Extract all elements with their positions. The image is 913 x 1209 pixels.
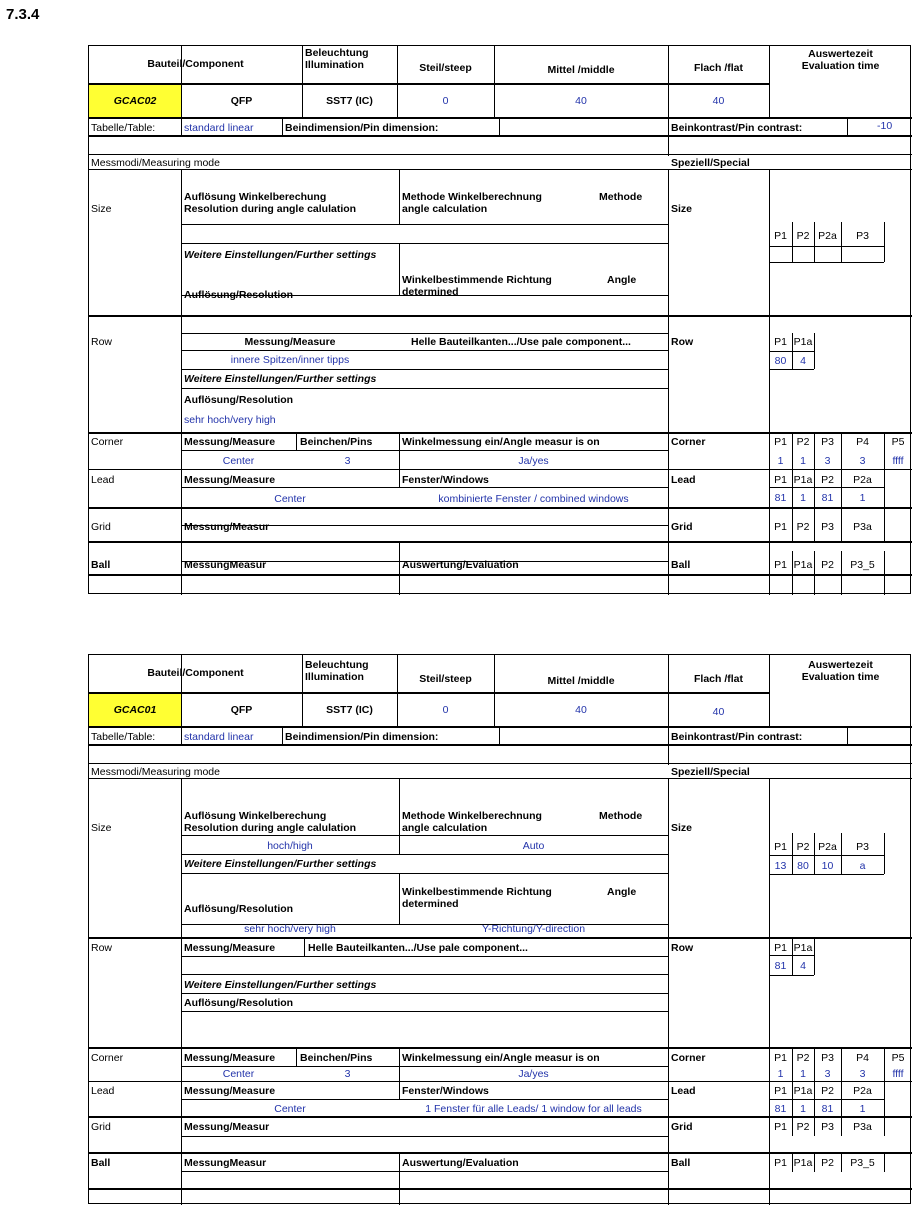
resolution-label: Auflösung/Resolution <box>184 903 294 915</box>
lead-windows-value: kombinierte Fenster / combined windows <box>438 493 629 505</box>
steep-header: Steil/steep <box>419 62 472 74</box>
lead-value-p1: 81 <box>774 492 787 504</box>
corner-angle-value: Ja/yes <box>518 1068 549 1080</box>
lead-value-p2: 81 <box>821 1103 834 1115</box>
ball-param-p1a: P1a <box>793 559 813 571</box>
ball-label: Ball <box>91 1157 111 1169</box>
corner-angle-label: Winkelmessung ein/Angle measur is on <box>402 1052 600 1064</box>
grid-param-p3: P3 <box>821 1121 834 1133</box>
size-method-value: Auto <box>522 840 545 852</box>
ball-param-p2: P2 <box>821 559 834 571</box>
special-label: Speziell/Special <box>671 157 750 169</box>
package-value: QFP <box>230 95 253 107</box>
corner-value-p2: 1 <box>800 455 806 467</box>
lead-value-p1a: 1 <box>800 1103 806 1115</box>
direction-label-de: Winkelbestimmende Richtung <box>402 274 552 286</box>
ball-param-p1a: P1a <box>793 1157 813 1169</box>
eval-time-header-de: Auswertezeit <box>808 48 873 60</box>
method-label-en: angle calculation <box>402 822 488 834</box>
size-param-p3: P3 <box>856 230 869 242</box>
lead-measure-label: Messung/Measure <box>184 1085 276 1097</box>
lead-param-p2a: P2a <box>853 474 872 486</box>
ball-param-p3-5: P3_5 <box>850 1157 875 1169</box>
method-label-de: Methode Winkelberechnung <box>402 191 542 203</box>
table-label: Tabelle/Table: <box>91 122 156 134</box>
row-resolution-value: sehr hoch/very high <box>184 414 276 426</box>
grid-label: Grid <box>91 1121 111 1133</box>
corner-measure-label: Messung/Measure <box>184 1052 276 1064</box>
corner-param-p4: P4 <box>856 436 869 448</box>
flat-header: Flach /flat <box>693 62 743 74</box>
lead-param-p1: P1 <box>774 1085 787 1097</box>
grid-param-p3a: P3a <box>853 521 872 533</box>
size-param-p2a: P2a <box>818 841 837 853</box>
corner-value-p1: 1 <box>777 455 784 467</box>
ball-param-p1: P1 <box>774 1157 787 1169</box>
middle-value: 40 <box>575 95 587 107</box>
special-lead-label: Lead <box>671 474 696 486</box>
corner-label: Corner <box>91 436 124 448</box>
lead-measure-value: Center <box>274 493 306 505</box>
special-ball-label: Ball <box>671 1157 691 1169</box>
illumination-header-en: Illumination <box>305 671 364 683</box>
size-value-p3: a <box>859 860 866 872</box>
ball-param-p2: P2 <box>821 1157 834 1169</box>
ball-measure-label: MessungMeasur <box>184 1157 267 1169</box>
table-value: standard linear <box>184 731 254 743</box>
corner-param-p1: P1 <box>774 1052 787 1064</box>
component-id: GCAC01 <box>113 704 157 716</box>
steep-value: 0 <box>442 95 449 107</box>
size-label: Size <box>91 822 112 834</box>
angle-resolution-label-en: Resolution during angle calulation <box>184 822 357 834</box>
grid-param-p2: P2 <box>796 1121 810 1133</box>
corner-value-p3: 3 <box>824 1068 831 1080</box>
row-label: Row <box>91 942 113 954</box>
direction-label-de-2: Angle <box>607 274 637 286</box>
special-corner-label: Corner <box>671 436 706 448</box>
grid-param-p3: P3 <box>821 521 834 533</box>
corner-pins-value: 3 <box>344 455 351 467</box>
illumination-value: SST7 (IC) <box>326 704 373 716</box>
pin-contrast-label: Beinkontrast/Pin contrast: <box>671 122 803 134</box>
grid-measure-label: Messung/Measur <box>184 521 270 533</box>
size-param-p1: P1 <box>774 230 787 242</box>
eval-time-header-en: Evaluation time <box>801 671 880 683</box>
flat-value: 40 <box>712 95 725 107</box>
illumination-header-en: Illumination <box>305 59 364 71</box>
direction-label-de-2: Angle <box>607 886 637 898</box>
ball-measure-label: MessungMeasur <box>184 559 267 571</box>
size-param-p1: P1 <box>774 841 787 853</box>
corner-pins-value: 3 <box>344 1068 351 1080</box>
method-label-de: Methode Winkelberechnung <box>402 810 542 822</box>
further-settings-label: Weitere Einstellungen/Further settings <box>184 858 377 870</box>
corner-value-p5: ffff <box>892 1068 904 1080</box>
ball-param-p3-5: P3_5 <box>850 559 875 571</box>
lead-param-p1: P1 <box>774 474 787 486</box>
corner-value-p5: ffff <box>892 455 904 467</box>
lead-param-p2: P2 <box>821 1085 834 1097</box>
special-lead-label: Lead <box>671 1085 696 1097</box>
table-label: Tabelle/Table: <box>91 731 156 743</box>
lead-value-p2: 81 <box>821 492 834 504</box>
corner-param-p3: P3 <box>821 436 834 448</box>
lead-windows-value: 1 Fenster für alle Leads/ 1 window for all leads <box>425 1103 642 1115</box>
size-value-p2: 80 <box>797 860 809 872</box>
lead-value-p2a: 1 <box>859 1103 866 1115</box>
ball-evaluation-label: Auswertung/Evaluation <box>402 1157 519 1169</box>
method-label-de-2: Methode <box>599 810 643 822</box>
flat-header: Flach /flat <box>693 673 743 685</box>
lead-param-p1a: P1a <box>793 1085 813 1097</box>
ball-label: Ball <box>91 559 111 571</box>
illumination-value: SST7 (IC) <box>326 95 373 107</box>
settings-table-gcac01 <box>88 654 911 1204</box>
special-corner-label: Corner <box>671 1052 706 1064</box>
special-size-label: Size <box>671 822 693 834</box>
lead-windows-label: Fenster/Windows <box>402 1085 489 1097</box>
row-measure-label: Messung/Measure <box>244 336 336 348</box>
row-further-settings: Weitere Einstellungen/Further settings <box>184 979 377 991</box>
corner-angle-value: Ja/yes <box>518 455 549 467</box>
size-param-p3: P3 <box>856 841 869 853</box>
size-param-p2a: P2a <box>818 230 837 242</box>
grid-param-p2: P2 <box>796 521 810 533</box>
ball-evaluation-label: Auswertung/Evaluation <box>402 559 519 571</box>
row-param-p1: P1 <box>774 336 787 348</box>
lead-param-p1a: P1a <box>793 474 813 486</box>
lead-measure-label: Messung/Measure <box>184 474 276 486</box>
size-value-p2a: 10 <box>821 860 834 872</box>
component-id: GCAC02 <box>113 95 157 107</box>
corner-param-p5: P5 <box>891 436 905 448</box>
pin-contrast-label: Beinkontrast/Pin contrast: <box>671 731 803 743</box>
middle-value: 40 <box>575 704 587 716</box>
row-value-p1a: 4 <box>800 355 806 367</box>
section-number: 7.3.4 <box>6 6 40 23</box>
row-pale-label: Helle Bauteilkanten.../Use pale component... <box>411 336 631 348</box>
corner-pins-label: Beinchen/Pins <box>300 436 373 448</box>
direction-label-en: determined <box>402 286 459 298</box>
lead-param-p2: P2 <box>821 474 834 486</box>
row-resolution-label: Auflösung/Resolution <box>184 394 294 406</box>
corner-value-p4: 3 <box>859 455 866 467</box>
steep-header: Steil/steep <box>419 673 472 685</box>
settings-table-gcac02 <box>88 45 911 594</box>
middle-header: Mittel /middle <box>547 64 615 76</box>
row-value-p1: 81 <box>774 960 787 972</box>
further-settings-label: Weitere Einstellungen/Further settings <box>184 249 377 261</box>
special-row-label: Row <box>671 942 694 954</box>
corner-value-p1: 1 <box>777 1068 784 1080</box>
lead-value-p2a: 1 <box>859 492 866 504</box>
corner-measure-value: Center <box>222 455 255 467</box>
eval-time-header-en: Evaluation time <box>801 60 880 72</box>
corner-param-p5: P5 <box>891 1052 905 1064</box>
grid-param-p1: P1 <box>774 1121 787 1133</box>
corner-measure-value: Center <box>222 1068 255 1080</box>
package-value: QFP <box>230 704 253 716</box>
special-size-label: Size <box>671 203 693 215</box>
corner-value-p4: 3 <box>859 1068 866 1080</box>
method-label-en: angle calculation <box>402 203 488 215</box>
corner-value-p3: 3 <box>824 455 831 467</box>
row-param-p1a: P1a <box>793 336 813 348</box>
angle-resolution-label-de: Auflösung Winkelberechung <box>184 810 327 822</box>
grid-param-p3a: P3a <box>853 1121 872 1133</box>
corner-pins-label: Beinchen/Pins <box>300 1052 373 1064</box>
corner-measure-label: Messung/Measure <box>184 436 276 448</box>
lead-value-p1a: 1 <box>800 492 806 504</box>
row-pale-label: Helle Bauteilkanten.../Use pale component... <box>308 942 528 954</box>
pin-dimension-label: Beindimension/Pin dimension: <box>285 122 439 134</box>
grid-measure-label: Messung/Measur <box>184 1121 270 1133</box>
lead-param-p2a: P2a <box>853 1085 872 1097</box>
lead-label: Lead <box>91 1085 115 1097</box>
component-header: Bauteil/Component <box>147 667 244 679</box>
eval-time-header-de: Auswertezeit <box>808 659 873 671</box>
lead-measure-value: Center <box>274 1103 306 1115</box>
illumination-header-de: Beleuchtung <box>305 47 369 59</box>
lead-windows-label: Fenster/Windows <box>402 474 489 486</box>
row-inner-tips: innere Spitzen/inner tipps <box>230 354 350 366</box>
resolution-label: Auflösung/Resolution <box>184 289 294 301</box>
size-value-p1: 13 <box>774 860 787 872</box>
corner-param-p2: P2 <box>796 436 810 448</box>
size-further-resolution-value: sehr hoch/very high <box>244 923 336 935</box>
row-further-settings: Weitere Einstellungen/Further settings <box>184 373 377 385</box>
size-label: Size <box>91 203 112 215</box>
row-value-p1: 80 <box>774 355 787 367</box>
measuring-mode-label: Messmodi/Measuring mode <box>91 766 220 778</box>
corner-param-p3: P3 <box>821 1052 834 1064</box>
measuring-mode-label: Messmodi/Measuring mode <box>91 157 220 169</box>
row-param-p1: P1 <box>774 942 787 954</box>
direction-label-de: Winkelbestimmende Richtung <box>402 886 552 898</box>
ball-param-p1: P1 <box>774 559 787 571</box>
row-resolution-label: Auflösung/Resolution <box>184 997 294 1009</box>
lead-value-p1: 81 <box>774 1103 787 1115</box>
special-row-label: Row <box>671 336 694 348</box>
row-param-p1a: P1a <box>793 942 813 954</box>
table-value: standard linear <box>184 122 254 134</box>
angle-resolution-label-de: Auflösung Winkelberechung <box>184 191 327 203</box>
grid-param-p1: P1 <box>774 521 787 533</box>
method-label-de-2: Methode <box>599 191 643 203</box>
special-grid-label: Grid <box>671 1121 693 1133</box>
direction-label-en: determined <box>402 898 459 910</box>
lead-label: Lead <box>91 474 115 486</box>
special-label: Speziell/Special <box>671 766 750 778</box>
corner-param-p2: P2 <box>796 1052 810 1064</box>
component-header: Bauteil/Component <box>147 58 244 70</box>
corner-angle-label: Winkelmessung ein/Angle measur is on <box>402 436 600 448</box>
flat-value: 40 <box>712 706 725 718</box>
special-ball-label: Ball <box>671 559 691 571</box>
row-label: Row <box>91 336 113 348</box>
middle-header: Mittel /middle <box>547 675 615 687</box>
illumination-header-de: Beleuchtung <box>305 659 369 671</box>
angle-resolution-label-en: Resolution during angle calulation <box>184 203 357 215</box>
row-value-p1a: 4 <box>800 960 806 972</box>
steep-value: 0 <box>442 704 449 716</box>
corner-value-p2: 1 <box>800 1068 806 1080</box>
pin-dimension-label: Beindimension/Pin dimension: <box>285 731 439 743</box>
grid-label: Grid <box>91 521 111 533</box>
size-direction-value: Y-Richtung/Y-direction <box>481 923 586 935</box>
pin-contrast-value: -10 <box>877 120 893 132</box>
row-measure-label: Messung/Measure <box>184 942 276 954</box>
size-resolution-value: hoch/high <box>267 840 313 852</box>
corner-param-p1: P1 <box>774 436 787 448</box>
corner-param-p4: P4 <box>856 1052 869 1064</box>
special-grid-label: Grid <box>671 521 693 533</box>
corner-label: Corner <box>91 1052 124 1064</box>
size-param-p2: P2 <box>796 230 810 242</box>
size-param-p2: P2 <box>796 841 810 853</box>
